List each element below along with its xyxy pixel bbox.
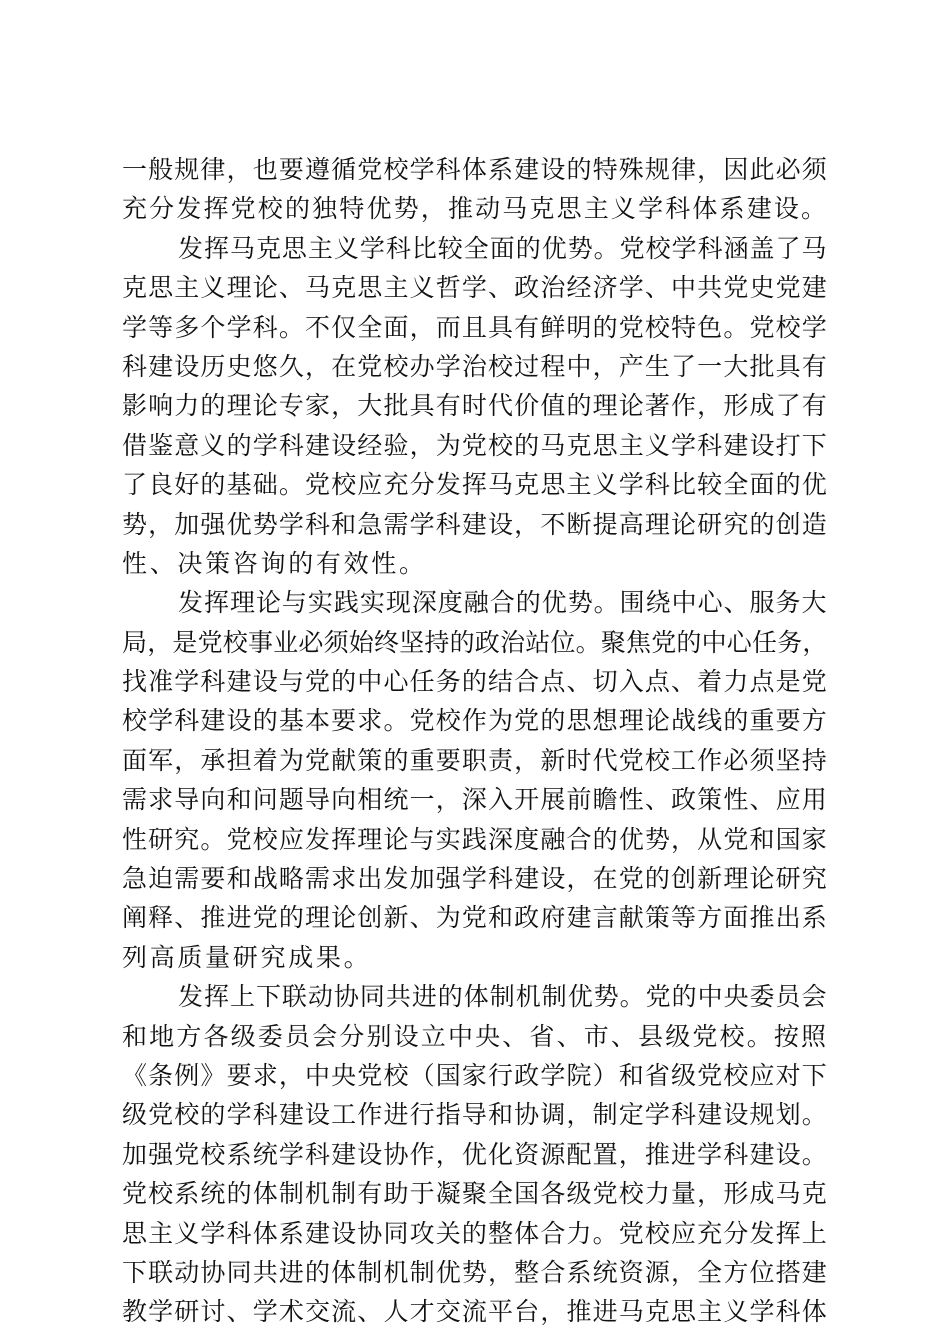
text-line: 阐释、推进党的理论创新、为党和政府建言献策等方面推出系 bbox=[122, 903, 828, 933]
text-line: 列高质量研究成果。 bbox=[122, 942, 372, 972]
text-line: 面军，承担着为党献策的重要职责，新时代党校工作必须坚持 bbox=[122, 745, 828, 775]
text-line: 下联动协同共进的体制机制优势，整合系统资源，全方位搭建 bbox=[122, 1257, 828, 1287]
text-line: 急迫需要和战略需求出发加强学科建设，在党的创新理论研究 bbox=[122, 864, 828, 894]
text-line: 一般规律，也要遵循党校学科体系建设的特殊规律，因此必须 bbox=[122, 155, 828, 184]
text-line: 影响力的理论专家，大批具有时代价值的理论著作，形成了有 bbox=[122, 391, 828, 421]
text-line: 借鉴意义的学科建设经验，为党校的马克思主义学科建设打下 bbox=[122, 430, 828, 460]
text-line: 势，加强优势学科和急需学科建设，不断提高理论研究的创造 bbox=[122, 509, 828, 539]
text-line: 找准学科建设与党的中心任务的结合点、切入点、着力点是党 bbox=[122, 667, 828, 697]
text-line: 教学研讨、学术交流、人才交流平台，推进马克思主义学科体 bbox=[122, 1297, 828, 1327]
text-line: 学等多个学科。不仅全面，而且具有鲜明的党校特色。党校学 bbox=[122, 312, 828, 342]
text-line: 性研究。党校应发挥理论与实践深度融合的优势，从党和国家 bbox=[122, 824, 828, 854]
text-line: 克思主义理论、马克思主义哲学、政治经济学、中共党史党建 bbox=[122, 273, 828, 303]
text-line: 《条例》要求，中央党校（国家行政学院）和省级党校应对下 bbox=[122, 1060, 828, 1090]
text-line: 加强党校系统学科建设协作，优化资源配置，推进学科建设。 bbox=[122, 1139, 828, 1169]
text-line: 科建设历史悠久，在党校办学治校过程中，产生了一大批具有 bbox=[122, 351, 828, 381]
text-line: 需求导向和问题导向相统一，深入开展前瞻性、政策性、应用 bbox=[122, 785, 828, 815]
text-line: 党校系统的体制机制有助于凝聚全国各级党校力量，形成马克 bbox=[122, 1179, 828, 1209]
text-line: 充分发挥党校的独特优势，推动马克思主义学科体系建设。 bbox=[122, 194, 829, 224]
text-line: 和地方各级委员会分别设立中央、省、市、县级党校。按照 bbox=[122, 1021, 829, 1051]
text-line: 级党校的学科建设工作进行指导和协调，制定学科建设规划。 bbox=[122, 1100, 828, 1130]
paragraph-first-line: 发挥马克思主义学科比较全面的优势。党校学科涵盖了马 bbox=[178, 233, 828, 263]
text-line: 校学科建设的基本要求。党校作为党的思想理论战线的重要方 bbox=[122, 706, 828, 736]
paragraph-first-line: 发挥理论与实践实现深度融合的优势。围绕中心、服务大 bbox=[178, 588, 828, 618]
text-line: 了良好的基础。党校应充分发挥马克思主义学科比较全面的优 bbox=[122, 470, 828, 500]
text-line: 性、决策咨询的有效性。 bbox=[122, 548, 427, 578]
text-line: 思主义学科体系建设协同攻关的整体合力。党校应充分发挥上 bbox=[122, 1218, 828, 1248]
body-text bbox=[122, 150, 828, 1332]
text-line: 局，是党校事业必须始终坚持的政治站位。聚焦党的中心任务， bbox=[122, 627, 828, 657]
paragraph-first-line: 发挥上下联动协同共进的体制机制优势。党的中央委员会 bbox=[178, 982, 828, 1012]
